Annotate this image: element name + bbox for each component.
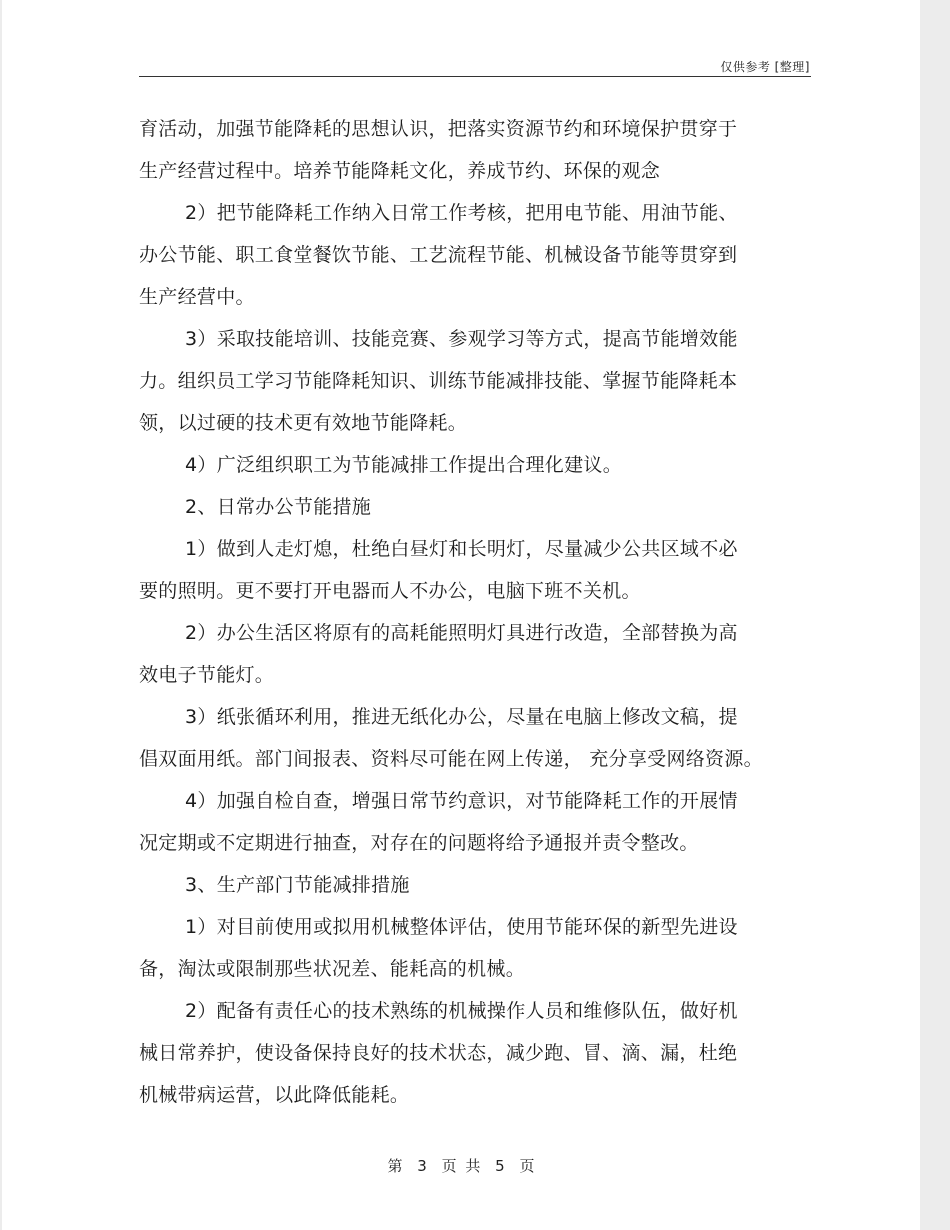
- body-line: 倡双面用纸。部门间报表、资料尽可能在网上传递， 充分享受网络资源。: [139, 748, 763, 770]
- body-line: 3）纸张循环利用，推进无纸化办公，尽量在电脑上修改文稿，提: [185, 706, 738, 728]
- footer-total-pages: 5: [495, 1157, 505, 1175]
- body-line: 生产经营过程中。培养节能降耗文化，养成节约、环保的观念: [139, 160, 661, 182]
- header-note: 仅供参考 [整理]: [720, 60, 810, 74]
- body-line: 效电子节能灯。: [139, 664, 275, 686]
- body-line: 机械带病运营，以此降低能耗。: [139, 1084, 410, 1106]
- document-page: [2, 0, 920, 1230]
- body-line: 3）采取技能培训、技能竞赛、参观学习等方式，提高节能增效能: [185, 328, 738, 350]
- body-line: 械日常养护，使设备保持良好的技术状态，减少跑、冒、滴、漏，杜绝: [139, 1042, 738, 1064]
- footer-suffix: 页: [519, 1157, 535, 1175]
- footer-prefix: 第: [387, 1157, 403, 1175]
- body-line: 力。组织员工学习节能降耗知识、训练节能减排技能、掌握节能降耗本: [139, 370, 738, 392]
- body-line: 1）对目前使用或拟用机械整体评估，使用节能环保的新型先进设: [185, 916, 738, 938]
- body-line: 要的照明。更不要打开电器而人不办公，电脑下班不关机。: [139, 580, 641, 602]
- page-footer: [2, 1155, 920, 1176]
- header-divider: [139, 76, 811, 77]
- body-line: 育活动，加强节能降耗的思想认识，把落实资源节约和环境保护贯穿于: [139, 118, 738, 140]
- body-line: 2）把节能降耗工作纳入日常工作考核，把用电节能、用油节能、: [185, 202, 738, 224]
- footer-middle: 页 共: [441, 1157, 481, 1175]
- body-line: 2）配备有责任心的技术熟练的机械操作人员和维修队伍，做好机: [185, 1000, 738, 1022]
- document-body: [139, 108, 819, 1116]
- body-line: 4）加强自检自查，增强日常节约意识，对节能降耗工作的开展情: [185, 790, 738, 812]
- footer-page-number: 3: [417, 1157, 427, 1175]
- body-line: 备，淘汰或限制那些状况差、能耗高的机械。: [139, 958, 526, 980]
- body-line: 4）广泛组织职工为节能减排工作提出合理化建议。: [185, 454, 622, 476]
- body-line: 领，以过硬的技术更有效地节能降耗。: [139, 412, 468, 434]
- body-line: 办公节能、职工食堂餐饮节能、工艺流程节能、机械设备节能等贯穿到: [139, 244, 738, 266]
- body-line: 3、生产部门节能减排措施: [185, 874, 410, 896]
- body-line: 1）做到人走灯熄，杜绝白昼灯和长明灯，尽量减少公共区域不必: [185, 538, 738, 560]
- body-line: 生产经营中。: [139, 286, 255, 308]
- body-line: 况定期或不定期进行抽查，对存在的问题将给予通报并责令整改。: [139, 832, 699, 854]
- body-line: 2）办公生活区将原有的高耗能照明灯具进行改造，全部替换为高: [185, 622, 738, 644]
- body-line: 2、日常办公节能措施: [185, 496, 372, 518]
